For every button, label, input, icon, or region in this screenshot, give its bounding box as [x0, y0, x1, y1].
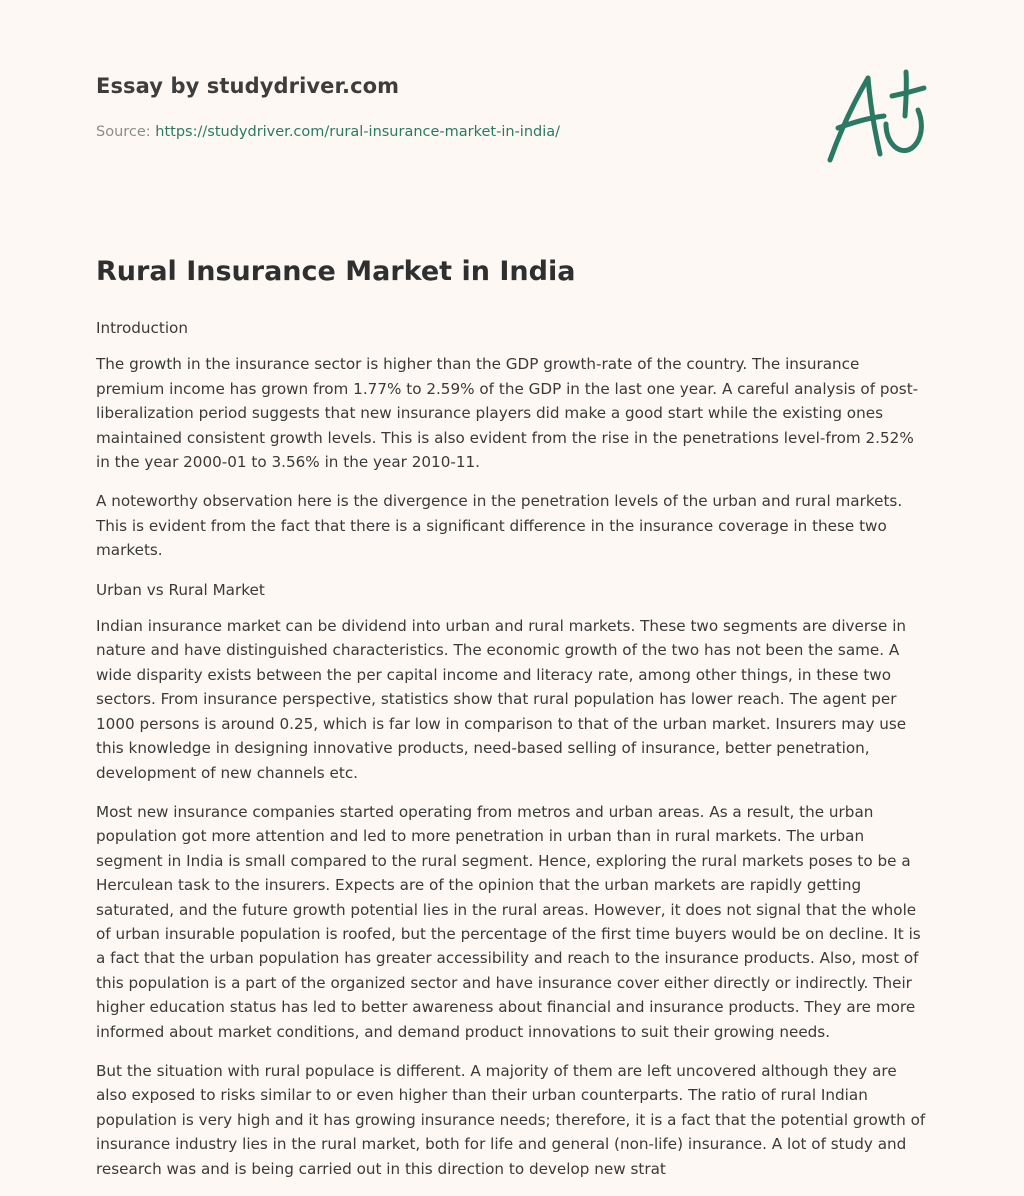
a-plus-grade-logo-icon — [820, 66, 930, 166]
source-label: Source: — [96, 124, 151, 140]
paragraph: Most new insurance companies started operating from metros and urban areas. As a result, the urban population got more attention and led to more penetration in urban than in rural markets. The urban segment in India is small compared to the rural segment. Hence, exploring the rural markets poses to be a Herculean task to the insurers. Expects are of the opinion that the urban markets are rapidly getting saturated, and the future growth potential lies in the rural areas. However, it does not signal that the whole of urban insurable population is roofed, but the percentage of the first time buyers would be on decline. It is a fact that the urban population has greater accessibility and reach to the insurance products. Also, most of this population is a part of the organized sector and have insurance cover either directly or indirectly. Their higher education status has led to better awareness about financial and insurance products. They are more informed about market conditions, and demand product innovations to suit their growing needs. — [96, 802, 921, 1041]
essay-title: Rural Insurance Market in India — [96, 256, 576, 287]
site-title: Essay by studydriver.com — [96, 74, 400, 98]
paragraph: A noteworthy observation here is the divergence in the penetration levels of the urban and rural markets. This is evident from the fact that there is a significant difference in the insurance coverage in these two markets. — [96, 492, 903, 560]
essay-body — [96, 316, 930, 1196]
section-heading-introduction: Introduction — [96, 319, 188, 337]
section-heading-urban-vs-rural: Urban vs Rural Market — [96, 580, 265, 599]
source-link[interactable]: https://studydriver.com/rural-insurance-market-in-india/ — [155, 124, 561, 140]
paragraph: Indian insurance market can be dividend into urban and rural markets. These two segments are diverse in nature and have distinguished characteristics. The economic growth of the two has not been the same. A wide disparity exists between the per capital income and literacy rate, among other things, in these two sectors. From insurance perspective, statistics show that rural population has lower reach. The agent per 1000 persons is around 0.25, which is far low in comparison to that of the urban market. Insurers may use this knowledge in designing innovative products, need-based selling of insurance, better penetration, development of new channels etc. — [96, 617, 907, 782]
source-line — [96, 124, 560, 140]
paragraph: The growth in the insurance sector is higher than the GDP growth-rate of the country. The insurance premium income has grown from 1.77% to 2.59% of the GDP in the last one year. A careful analysis of post-liberalization period suggests that new insurance players did make a good start while the existing ones maintained consistent growth levels. This is also evident from the rise in the penetrations level-from 2.52% in the year 2000-01 to 3.56% in the year 2010-11. — [96, 355, 919, 472]
paragraph: But the situation with rural populace is different. A majority of them are left uncovered although they are also exposed to risks similar to or even higher than their urban counterparts. The ratio of rural Indian population is very high and it has growing insurance needs; therefore, it is a fact that the potential growth of insurance industry lies in the rural market, both for life and general (non-life) insurance. A lot of study and research was and is being carried out in this direction to develop new strat — [96, 1061, 926, 1178]
